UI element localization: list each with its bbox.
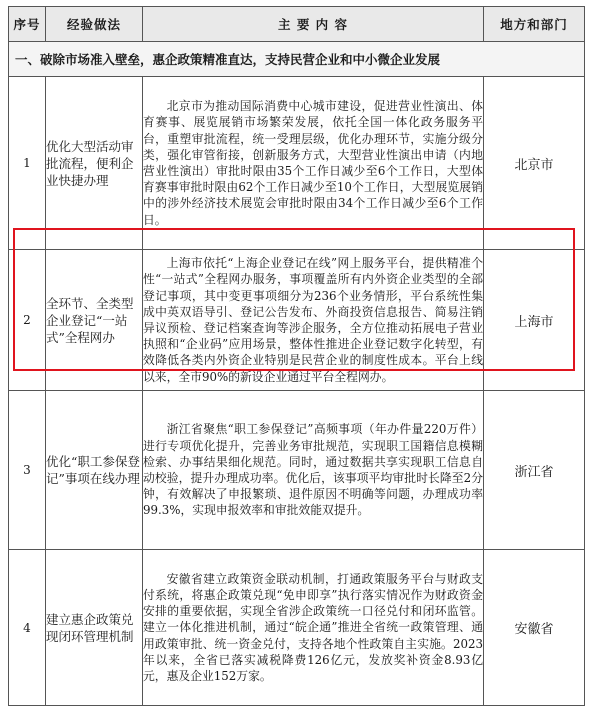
table-row: [9, 391, 585, 550]
row-experience: 全环节、全类型企业登记“一站式”全程网办: [46, 250, 143, 391]
table-row: [9, 250, 585, 391]
row-content: 浙江省聚焦“职工参保登记”高频事项（年办件量220万件）进行专项优化提升，完善业务审批规范，实现职工国籍信息模糊检索、办事结果细化规范。同时，通过数据共享实现职工信息自动校验，提升办理成功率。优化后，该事项平均审批时长降至2分钟，有效解决了申报繁琐、退件原因不明确等问题，办理成功率99.3%，实现申报效率和审批效能双提升。: [143, 391, 484, 550]
policy-table: [8, 6, 585, 706]
row-no: 4: [9, 550, 46, 706]
row-no: 1: [9, 77, 46, 250]
row-experience: 建立惠企政策兑现闭环管理机制: [46, 550, 143, 706]
table-row: [9, 77, 585, 250]
row-department: 北京市: [484, 77, 585, 250]
row-department: 安徽省: [484, 550, 585, 706]
row-content: 北京市为推动国际消费中心城市建设，促进营业性演出、体育赛事、展览展销市场繁荣发展，依托全国一体化政务服务平台，重塑审批流程，统一受理层级，优化办理环节，实施分级分类，强化审管衔接，创新服务方式，大型营业性演出申请（内地营业性演出）审批时限由35个工作日减少至6个工作日，大型体育赛事审批时限由62个工作日减少至10个工作日，大型展览展销中的涉外经济技术展览会审批时限由34个工作日减少至6个工作日。: [143, 77, 484, 250]
row-experience: 优化“职工参保登记”事项在线办理: [46, 391, 143, 550]
header-experience: 经验做法: [46, 7, 143, 42]
section-row: [9, 42, 585, 77]
row-experience: 优化大型活动审批流程，便利企业快捷办理: [46, 77, 143, 250]
header-no: 序号: [9, 7, 46, 42]
header-content: 主 要 内 容: [143, 7, 484, 42]
header-row: [9, 7, 585, 42]
row-content: 安徽省建立政策资金联动机制，打通政策服务平台与财政支付系统，将惠企政策兑现“免申即享”执行落实情况作为财政资金安排的重要依据，实现全省涉企政策统一口径兑付和闭环监管。建立一体化推进机制，通过“皖企通”推进全省统一政策管理、通用政策审批、统一资金兑付，支持各地个性政策自主实施。2023年以来，全省已落实减税降费126亿元，发放奖补资金8.93亿元，惠及企业152万家。: [143, 550, 484, 706]
row-no: 3: [9, 391, 46, 550]
table-row: [9, 550, 585, 706]
row-department: 上海市: [484, 250, 585, 391]
row-content: 上海市依托“上海企业登记在线”网上服务平台，提供精准个性“一站式”全程网办服务，事项覆盖所有内外资企业类型的全部登记事项，其中变更事项细分为236个业务情形，平台系统性集成中英双语导引、登记公告发布、外商投资信息报告、简易注销异议预检、登记档案查询等涉企服务，全方位推动拓展电子营业执照和“企业码”应用场景，整体性推进企业登记数字化转型，有效降低各类内外资企业特别是民营企业的制度性成本。平台上线以来，全市90%的新设企业通过平台全程网办。: [143, 250, 484, 391]
header-department: 地方和部门: [484, 7, 585, 42]
row-no: 2: [9, 250, 46, 391]
row-department: 浙江省: [484, 391, 585, 550]
section-title: 一、破除市场准入壁垒，惠企政策精准直达，支持民营企业和中小微企业发展: [9, 42, 585, 77]
